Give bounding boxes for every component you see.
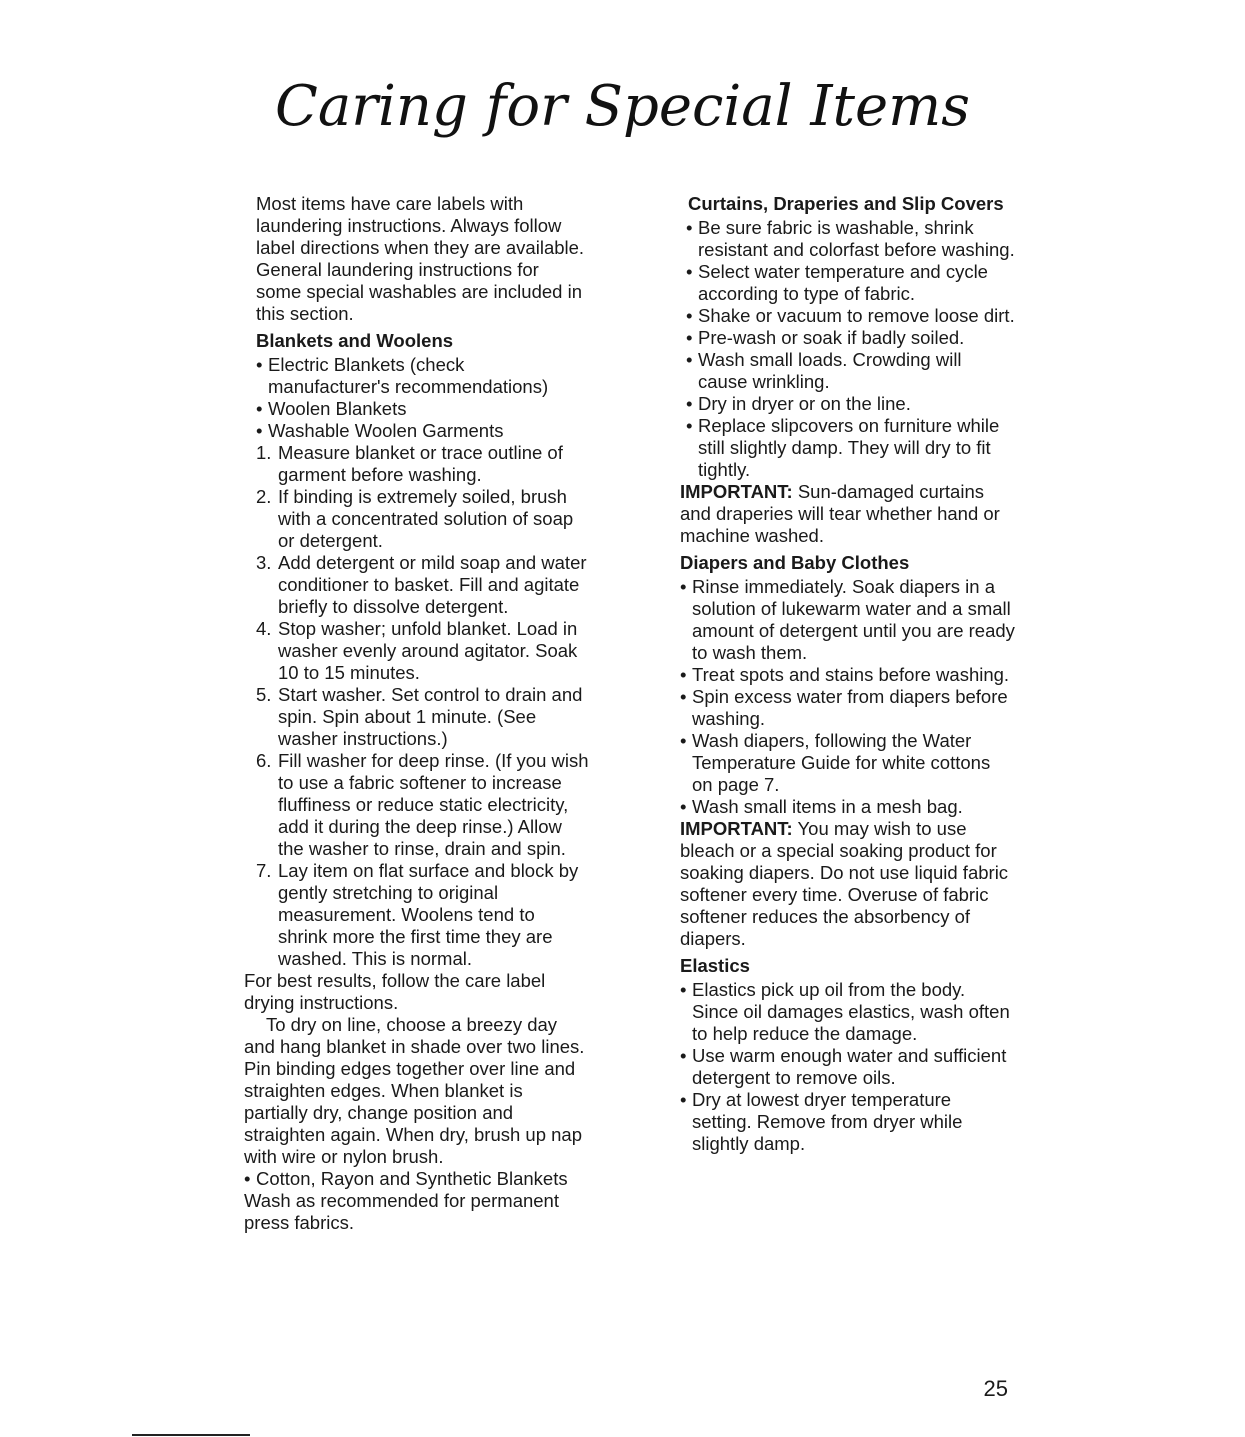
step-number: 2.: [256, 486, 272, 507]
list-item: [250, 486, 589, 552]
blankets-bullet-list: [244, 354, 589, 442]
list-item: [250, 442, 589, 486]
list-item: • Wash diapers, following the Water Temperature Guide for white cottons on page 7.: [680, 730, 1015, 796]
diapers-heading: Diapers and Baby Clothes: [680, 552, 910, 573]
list-item: [250, 750, 589, 860]
step-number: 5.: [256, 684, 272, 705]
washing-steps-list: [244, 442, 589, 970]
step-text: Measure blanket or trace outline of garment before washing.: [278, 442, 563, 485]
list-item: • Woolen Blankets: [256, 398, 589, 420]
curtains-heading: Curtains, Draperies and Slip Covers: [688, 193, 1004, 214]
list-item: • Cotton, Rayon and Synthetic Blankets: [244, 1168, 589, 1190]
diapers-bullet-list: [680, 576, 1015, 818]
page-number: 25: [983, 1376, 1008, 1401]
list-item: • Pre-wash or soak if badly soiled.: [686, 327, 1015, 349]
list-item: • Dry in dryer or on the line.: [686, 393, 1015, 415]
important-text: You may wish to use bleach or a special soaking product for soaking diapers. Do not use liquid fabric softener every time. Overuse of fabric softener reduces the absorbency of diapers.: [680, 818, 1009, 949]
list-item: • Use warm enough water and sufficient detergent to remove oils.: [680, 1045, 1015, 1089]
step-number: 3.: [256, 552, 272, 573]
cotton-paragraph: Wash as recommended for permanent press fabrics.: [244, 1190, 559, 1233]
line-drying-paragraph: To dry on line, choose a breezy day and hang blanket in shade over two lines. Pin binding edges together over line and straighten edges. When blanket is partially dry, change position and straighten again. When dry, brush up nap with wire or nylon brush.: [244, 1014, 585, 1167]
important-text: Sun-damaged curtains and draperies will tear whether hand or machine washed.: [680, 481, 1000, 546]
curtains-bullet-list: [680, 217, 1015, 481]
elastics-bullet-list: [680, 979, 1015, 1155]
cotton-bullet-list: [244, 1168, 589, 1190]
list-item: • Wash small loads. Crowding will cause wrinkling.: [686, 349, 1015, 393]
list-item: • Elastics pick up oil from the body. Since oil damages elastics, wash often to help reduce the damage.: [680, 979, 1015, 1045]
step-number: 4.: [256, 618, 272, 639]
list-item: [250, 552, 589, 618]
list-item: • Replace slipcovers on furniture while still slightly damp. They will dry to fit tightly.: [686, 415, 1015, 481]
list-item: • Dry at lowest dryer temperature setting. Remove from dryer while slightly damp.: [680, 1089, 1015, 1155]
step-text: Lay item on flat surface and block by gently stretching to original measurement. Woolens tend to shrink more the first time they are washed. This is normal.: [278, 860, 579, 969]
step-text: If binding is extremely soiled, brush with a concentrated solution of soap or detergent.: [278, 486, 574, 551]
list-item: • Wash small items in a mesh bag.: [680, 796, 1015, 818]
list-item: • Washable Woolen Garments: [256, 420, 589, 442]
page-title: Caring for Special Items: [275, 74, 970, 139]
step-text: Stop washer; unfold blanket. Load in washer evenly around agitator. Soak 10 to 15 minutes.: [278, 618, 578, 683]
list-item: • Select water temperature and cycle according to type of fabric.: [686, 261, 1015, 305]
step-text: Start washer. Set control to drain and spin. Spin about 1 minute. (See washer instructions.): [278, 684, 583, 749]
elastics-heading: Elastics: [680, 955, 750, 976]
list-item: • Be sure fabric is washable, shrink resistant and colorfast before washing.: [686, 217, 1015, 261]
intro-paragraph: Most items have care labels with laundering instructions. Always follow label directions when they are available. General laundering instructions for some special washables are included in this section.: [256, 193, 585, 324]
step-text: Fill washer for deep rinse. (If you wish to use a fabric softener to increase fluffiness or reduce static electricity, add it during the deep rinse.) Allow the washer to rinse, drain and spin.: [278, 750, 589, 859]
step-text: Add detergent or mild soap and water conditioner to basket. Fill and agitate briefly to dissolve detergent.: [278, 552, 587, 617]
right-column: [680, 193, 1015, 1155]
left-column: [244, 193, 589, 1234]
list-item: • Rinse immediately. Soak diapers in a solution of lukewarm water and a small amount of detergent until you are ready to wash them.: [680, 576, 1015, 664]
important-label: IMPORTANT:: [680, 481, 793, 502]
list-item: • Shake or vacuum to remove loose dirt.: [686, 305, 1015, 327]
best-results-paragraph: For best results, follow the care label drying instructions.: [244, 970, 546, 1013]
scan-edge-line: [132, 1434, 250, 1436]
list-item: [250, 684, 589, 750]
list-item: [250, 860, 589, 970]
list-item: • Spin excess water from diapers before washing.: [680, 686, 1015, 730]
important-note-curtains: [680, 481, 1015, 547]
important-note-diapers: [680, 818, 1015, 950]
step-number: 1.: [256, 442, 272, 463]
step-number: 7.: [256, 860, 272, 881]
step-number: 6.: [256, 750, 272, 771]
list-item: • Electric Blankets (check manufacturer's recommendations): [256, 354, 589, 398]
list-item: • Treat spots and stains before washing.: [680, 664, 1015, 686]
list-item: [250, 618, 589, 684]
blankets-heading: Blankets and Woolens: [256, 330, 454, 351]
important-label: IMPORTANT:: [680, 818, 793, 839]
